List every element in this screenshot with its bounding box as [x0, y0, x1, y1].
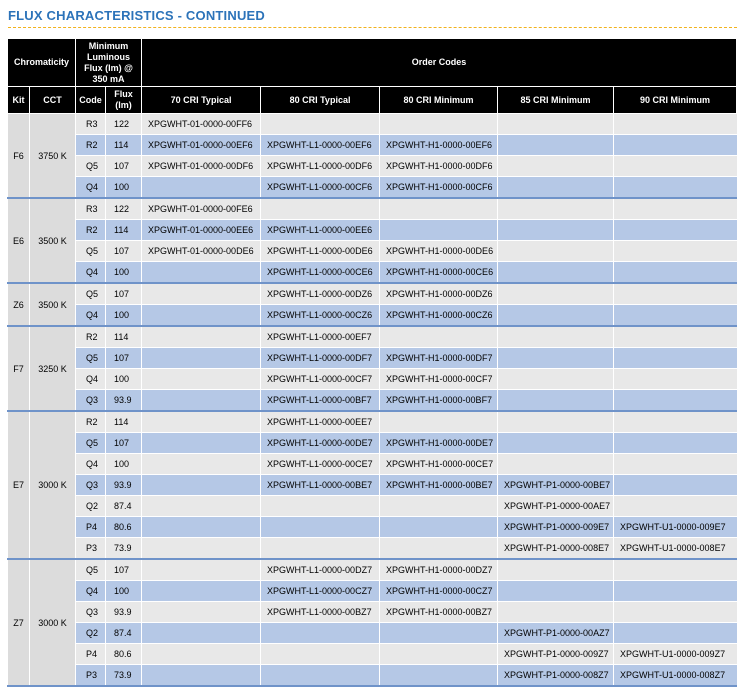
order-code-80-cri-typical — [261, 496, 380, 517]
table-row — [8, 220, 737, 241]
cct-cell: 3750 K — [30, 114, 76, 199]
code-cell: Q5 — [76, 433, 106, 454]
header-order-codes: Order Codes — [142, 39, 737, 87]
table-row — [8, 305, 737, 327]
order-code-85-cri-minimum: XPGWHT-P1-0000-008Z7 — [498, 665, 614, 687]
order-code-80-cri-typical: XPGWHT-L1-0000-00EE6 — [261, 220, 380, 241]
order-code-80-cri-typical: XPGWHT-L1-0000-00EE7 — [261, 411, 380, 433]
cct-cell: 3000 K — [30, 559, 76, 686]
order-code-90-cri-minimum — [614, 198, 737, 220]
order-code-85-cri-minimum — [498, 283, 614, 305]
code-cell: Q2 — [76, 496, 106, 517]
order-code-85-cri-minimum: XPGWHT-P1-0000-00AE7 — [498, 496, 614, 517]
order-code-90-cri-minimum — [614, 220, 737, 241]
order-code-70-cri-typical — [142, 262, 261, 284]
header-80-cri-minimum: 80 CRI Minimum — [380, 87, 498, 114]
order-code-70-cri-typical: XPGWHT-01-0000-00EE6 — [142, 220, 261, 241]
order-code-80-cri-minimum: XPGWHT-H1-0000-00DE6 — [380, 241, 498, 262]
header-min-flux: Minimum Luminous Flux (lm) @ 350 mA — [76, 39, 142, 87]
header-80-cri-typical: 80 CRI Typical — [261, 87, 380, 114]
table-row — [8, 623, 737, 644]
table-row — [8, 326, 737, 348]
order-code-90-cri-minimum — [614, 559, 737, 581]
order-code-70-cri-typical — [142, 623, 261, 644]
code-cell: Q4 — [76, 177, 106, 199]
order-code-85-cri-minimum — [498, 177, 614, 199]
header-90-cri-minimum: 90 CRI Minimum — [614, 87, 737, 114]
order-code-85-cri-minimum: XPGWHT-P1-0000-00AZ7 — [498, 623, 614, 644]
order-code-80-cri-typical: XPGWHT-L1-0000-00CF6 — [261, 177, 380, 199]
flux-cell: 100 — [106, 262, 142, 284]
cct-cell: 3500 K — [30, 283, 76, 326]
order-code-80-cri-typical — [261, 538, 380, 560]
order-code-70-cri-typical — [142, 581, 261, 602]
flux-cell: 114 — [106, 411, 142, 433]
table-row — [8, 644, 737, 665]
order-code-85-cri-minimum: XPGWHT-P1-0000-008E7 — [498, 538, 614, 560]
header-chromaticity: Chromaticity — [8, 39, 76, 87]
order-code-80-cri-minimum: XPGWHT-H1-0000-00CE7 — [380, 454, 498, 475]
code-cell: Q5 — [76, 348, 106, 369]
kit-cell: Z7 — [8, 559, 30, 686]
order-code-80-cri-minimum — [380, 114, 498, 135]
flux-cell: 114 — [106, 220, 142, 241]
order-code-80-cri-minimum: XPGWHT-H1-0000-00BF7 — [380, 390, 498, 412]
order-code-80-cri-minimum — [380, 665, 498, 687]
order-code-85-cri-minimum — [498, 220, 614, 241]
code-cell: P4 — [76, 517, 106, 538]
table-row — [8, 114, 737, 135]
code-cell: Q5 — [76, 156, 106, 177]
order-code-80-cri-typical — [261, 517, 380, 538]
order-code-80-cri-minimum: XPGWHT-H1-0000-00DF7 — [380, 348, 498, 369]
flux-cell: 107 — [106, 241, 142, 262]
flux-cell: 80.6 — [106, 517, 142, 538]
order-code-90-cri-minimum — [614, 602, 737, 623]
flux-cell: 100 — [106, 177, 142, 199]
table-row — [8, 241, 737, 262]
table-row — [8, 665, 737, 687]
flux-cell: 107 — [106, 348, 142, 369]
code-cell: R2 — [76, 220, 106, 241]
code-cell: R3 — [76, 114, 106, 135]
order-code-80-cri-typical: XPGWHT-L1-0000-00DZ6 — [261, 283, 380, 305]
code-cell: R2 — [76, 411, 106, 433]
code-cell: Q4 — [76, 454, 106, 475]
section-title: FLUX CHARACTERISTICS - CONTINUED — [8, 8, 266, 23]
order-code-80-cri-minimum: XPGWHT-H1-0000-00CF7 — [380, 369, 498, 390]
order-code-70-cri-typical — [142, 369, 261, 390]
header-kit: Kit — [8, 87, 30, 114]
order-code-90-cri-minimum — [614, 241, 737, 262]
flux-cell: 87.4 — [106, 623, 142, 644]
code-cell: Q2 — [76, 623, 106, 644]
order-code-80-cri-typical: XPGWHT-L1-0000-00EF6 — [261, 135, 380, 156]
order-code-70-cri-typical — [142, 283, 261, 305]
order-code-80-cri-typical — [261, 644, 380, 665]
order-code-70-cri-typical — [142, 644, 261, 665]
order-code-80-cri-minimum: XPGWHT-H1-0000-00CF6 — [380, 177, 498, 199]
flux-cell: 73.9 — [106, 538, 142, 560]
order-code-80-cri-typical: XPGWHT-L1-0000-00BZ7 — [261, 602, 380, 623]
table-row — [8, 581, 737, 602]
order-code-85-cri-minimum — [498, 602, 614, 623]
order-code-90-cri-minimum — [614, 454, 737, 475]
table-row — [8, 262, 737, 284]
order-code-85-cri-minimum — [498, 433, 614, 454]
order-code-80-cri-minimum — [380, 326, 498, 348]
order-code-70-cri-typical — [142, 305, 261, 327]
header-cct: CCT — [30, 87, 76, 114]
order-code-85-cri-minimum — [498, 135, 614, 156]
code-cell: P3 — [76, 665, 106, 687]
order-code-70-cri-typical: XPGWHT-01-0000-00DE6 — [142, 241, 261, 262]
code-cell: Q4 — [76, 581, 106, 602]
flux-cell: 100 — [106, 454, 142, 475]
order-code-90-cri-minimum — [614, 475, 737, 496]
code-cell: Q3 — [76, 390, 106, 412]
header-flux: Flux (lm) — [106, 87, 142, 114]
order-code-80-cri-typical — [261, 623, 380, 644]
order-code-90-cri-minimum — [614, 135, 737, 156]
order-code-85-cri-minimum — [498, 305, 614, 327]
table-row — [8, 135, 737, 156]
table-body — [8, 114, 737, 687]
cct-cell: 3250 K — [30, 326, 76, 411]
flux-cell: 114 — [106, 135, 142, 156]
order-code-80-cri-minimum — [380, 411, 498, 433]
table-row — [8, 538, 737, 560]
cct-cell: 3000 K — [30, 411, 76, 559]
order-code-80-cri-minimum: XPGWHT-H1-0000-00EF6 — [380, 135, 498, 156]
order-code-70-cri-typical — [142, 475, 261, 496]
kit-cell: F7 — [8, 326, 30, 411]
order-code-90-cri-minimum — [614, 326, 737, 348]
order-code-80-cri-minimum — [380, 496, 498, 517]
code-cell: P4 — [76, 644, 106, 665]
order-code-80-cri-typical: XPGWHT-L1-0000-00EF7 — [261, 326, 380, 348]
order-code-80-cri-typical: XPGWHT-L1-0000-00DZ7 — [261, 559, 380, 581]
order-code-80-cri-typical: XPGWHT-L1-0000-00CF7 — [261, 369, 380, 390]
table-row — [8, 198, 737, 220]
order-code-80-cri-minimum: XPGWHT-H1-0000-00DE7 — [380, 433, 498, 454]
code-cell: R2 — [76, 326, 106, 348]
flux-cell: 87.4 — [106, 496, 142, 517]
order-code-80-cri-minimum: XPGWHT-H1-0000-00BZ7 — [380, 602, 498, 623]
order-code-70-cri-typical — [142, 496, 261, 517]
order-code-70-cri-typical: XPGWHT-01-0000-00FF6 — [142, 114, 261, 135]
order-code-80-cri-typical: XPGWHT-L1-0000-00DF6 — [261, 156, 380, 177]
code-cell: Q4 — [76, 369, 106, 390]
order-code-90-cri-minimum — [614, 411, 737, 433]
order-code-85-cri-minimum — [498, 348, 614, 369]
code-cell: R3 — [76, 198, 106, 220]
order-code-70-cri-typical: XPGWHT-01-0000-00DF6 — [142, 156, 261, 177]
order-code-80-cri-minimum: XPGWHT-H1-0000-00DF6 — [380, 156, 498, 177]
flux-cell: 107 — [106, 433, 142, 454]
order-code-90-cri-minimum — [614, 369, 737, 390]
order-code-80-cri-typical: XPGWHT-L1-0000-00CE6 — [261, 262, 380, 284]
order-code-70-cri-typical: XPGWHT-01-0000-00FE6 — [142, 198, 261, 220]
order-code-80-cri-typical: XPGWHT-L1-0000-00CZ7 — [261, 581, 380, 602]
flux-cell: 107 — [106, 156, 142, 177]
order-code-85-cri-minimum — [498, 454, 614, 475]
table-row — [8, 602, 737, 623]
order-code-85-cri-minimum — [498, 559, 614, 581]
order-code-90-cri-minimum — [614, 433, 737, 454]
code-cell: Q3 — [76, 475, 106, 496]
order-code-85-cri-minimum — [498, 411, 614, 433]
code-cell: Q4 — [76, 262, 106, 284]
kit-cell: E6 — [8, 198, 30, 283]
order-code-80-cri-minimum — [380, 220, 498, 241]
table-row — [8, 283, 737, 305]
order-code-80-cri-typical: XPGWHT-L1-0000-00BF7 — [261, 390, 380, 412]
order-code-80-cri-typical — [261, 198, 380, 220]
order-code-70-cri-typical — [142, 454, 261, 475]
order-code-90-cri-minimum — [614, 177, 737, 199]
order-code-70-cri-typical — [142, 348, 261, 369]
order-code-85-cri-minimum — [498, 390, 614, 412]
order-code-80-cri-minimum: XPGWHT-H1-0000-00CZ7 — [380, 581, 498, 602]
order-code-90-cri-minimum — [614, 390, 737, 412]
kit-cell: E7 — [8, 411, 30, 559]
order-code-80-cri-typical: XPGWHT-L1-0000-00BE7 — [261, 475, 380, 496]
flux-cell: 100 — [106, 305, 142, 327]
code-cell: R2 — [76, 135, 106, 156]
code-cell: Q5 — [76, 241, 106, 262]
order-code-80-cri-minimum: XPGWHT-H1-0000-00BE7 — [380, 475, 498, 496]
code-cell: Q4 — [76, 305, 106, 327]
flux-cell: 122 — [106, 114, 142, 135]
flux-cell: 93.9 — [106, 602, 142, 623]
order-code-90-cri-minimum — [614, 262, 737, 284]
order-code-70-cri-typical — [142, 602, 261, 623]
order-code-85-cri-minimum — [498, 156, 614, 177]
order-code-80-cri-minimum: XPGWHT-H1-0000-00DZ7 — [380, 559, 498, 581]
order-code-85-cri-minimum — [498, 581, 614, 602]
order-code-85-cri-minimum — [498, 369, 614, 390]
order-code-80-cri-minimum — [380, 538, 498, 560]
order-code-80-cri-typical: XPGWHT-L1-0000-00CZ6 — [261, 305, 380, 327]
table-row — [8, 517, 737, 538]
order-code-80-cri-minimum — [380, 198, 498, 220]
table-row — [8, 433, 737, 454]
flux-cell: 73.9 — [106, 665, 142, 687]
order-code-70-cri-typical — [142, 411, 261, 433]
code-cell: P3 — [76, 538, 106, 560]
table-row — [8, 156, 737, 177]
order-code-80-cri-typical — [261, 114, 380, 135]
code-cell: Q5 — [76, 283, 106, 305]
order-code-90-cri-minimum — [614, 623, 737, 644]
cct-cell: 3500 K — [30, 198, 76, 283]
order-code-90-cri-minimum: XPGWHT-U1-0000-009Z7 — [614, 644, 737, 665]
table-row — [8, 177, 737, 199]
order-code-90-cri-minimum — [614, 156, 737, 177]
order-code-70-cri-typical — [142, 326, 261, 348]
order-code-70-cri-typical — [142, 559, 261, 581]
order-code-70-cri-typical — [142, 538, 261, 560]
order-code-90-cri-minimum — [614, 283, 737, 305]
table-row — [8, 559, 737, 581]
order-code-85-cri-minimum — [498, 114, 614, 135]
flux-cell: 122 — [106, 198, 142, 220]
order-code-90-cri-minimum — [614, 581, 737, 602]
order-code-90-cri-minimum — [614, 348, 737, 369]
table-row — [8, 390, 737, 412]
title-divider — [8, 27, 737, 28]
order-code-80-cri-typical: XPGWHT-L1-0000-00DE7 — [261, 433, 380, 454]
flux-cell: 100 — [106, 581, 142, 602]
order-code-90-cri-minimum — [614, 114, 737, 135]
order-code-85-cri-minimum — [498, 241, 614, 262]
order-code-80-cri-typical — [261, 665, 380, 687]
header-70-cri-typical: 70 CRI Typical — [142, 87, 261, 114]
kit-cell: F6 — [8, 114, 30, 199]
table-row — [8, 496, 737, 517]
order-code-90-cri-minimum — [614, 305, 737, 327]
code-cell: Q5 — [76, 559, 106, 581]
table-row — [8, 454, 737, 475]
flux-cell: 107 — [106, 283, 142, 305]
flux-cell: 114 — [106, 326, 142, 348]
order-code-80-cri-minimum — [380, 517, 498, 538]
order-code-85-cri-minimum — [498, 198, 614, 220]
header-code: Code — [76, 87, 106, 114]
code-cell: Q3 — [76, 602, 106, 623]
table-row — [8, 369, 737, 390]
order-code-90-cri-minimum: XPGWHT-U1-0000-008E7 — [614, 538, 737, 560]
order-code-80-cri-typical: XPGWHT-L1-0000-00DF7 — [261, 348, 380, 369]
table-row — [8, 475, 737, 496]
flux-cell: 93.9 — [106, 475, 142, 496]
header-85-cri-minimum: 85 CRI Minimum — [498, 87, 614, 114]
order-code-70-cri-typical — [142, 177, 261, 199]
flux-cell: 80.6 — [106, 644, 142, 665]
table-row — [8, 411, 737, 433]
order-code-80-cri-minimum — [380, 644, 498, 665]
order-code-70-cri-typical — [142, 517, 261, 538]
order-code-70-cri-typical: XPGWHT-01-0000-00EF6 — [142, 135, 261, 156]
flux-cell: 93.9 — [106, 390, 142, 412]
order-code-85-cri-minimum: XPGWHT-P1-0000-009E7 — [498, 517, 614, 538]
order-code-80-cri-minimum: XPGWHT-H1-0000-00CE6 — [380, 262, 498, 284]
order-code-85-cri-minimum: XPGWHT-P1-0000-009Z7 — [498, 644, 614, 665]
order-code-80-cri-typical: XPGWHT-L1-0000-00DE6 — [261, 241, 380, 262]
order-code-85-cri-minimum: XPGWHT-P1-0000-00BE7 — [498, 475, 614, 496]
order-code-90-cri-minimum: XPGWHT-U1-0000-009E7 — [614, 517, 737, 538]
order-code-90-cri-minimum — [614, 496, 737, 517]
flux-table — [7, 38, 737, 687]
order-code-70-cri-typical — [142, 390, 261, 412]
order-code-70-cri-typical — [142, 433, 261, 454]
order-code-80-cri-typical: XPGWHT-L1-0000-00CE7 — [261, 454, 380, 475]
order-code-85-cri-minimum — [498, 326, 614, 348]
order-code-70-cri-typical — [142, 665, 261, 687]
order-code-80-cri-minimum: XPGWHT-H1-0000-00DZ6 — [380, 283, 498, 305]
table-row — [8, 348, 737, 369]
flux-cell: 107 — [106, 559, 142, 581]
order-code-80-cri-minimum — [380, 623, 498, 644]
order-code-80-cri-minimum: XPGWHT-H1-0000-00CZ6 — [380, 305, 498, 327]
flux-cell: 100 — [106, 369, 142, 390]
order-code-85-cri-minimum — [498, 262, 614, 284]
order-code-90-cri-minimum: XPGWHT-U1-0000-008Z7 — [614, 665, 737, 687]
kit-cell: Z6 — [8, 283, 30, 326]
